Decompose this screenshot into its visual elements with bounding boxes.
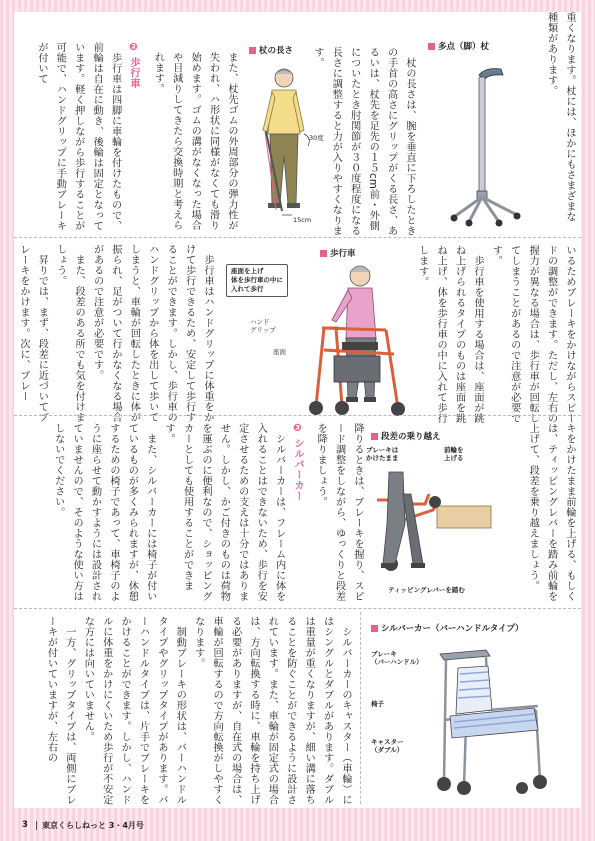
text-low2: 降りるときは、ブレーキを握り、スピード調整をしながら、ゆっくりと段差を降りましょう。 xyxy=(315,423,363,602)
publication-name xyxy=(42,820,144,831)
label-marker xyxy=(371,625,378,632)
label-step-over xyxy=(371,430,441,442)
footer-divider xyxy=(36,821,37,830)
heading-silver-car: ❸ シルバーカー xyxy=(292,423,303,502)
text-bot1: シルバーカーのキャスター（車輪）にはシングルとダブルがあります。ダブルは重量が重くなりますが、細い溝に落ちることを防ぐことができるように設計されています。また、車輪が固定式の場合は、方向転換する時に、車輪を持ち上げる必要がありますが、自在式の場合は、車輪が回転するので方向転換がしやすくなります。 制動ブレーキの形状は、バーハンドルタイプやグリップタイプがあります。バーハンドルタイプは、片手でブレーキをかけることができます。しかし、ハンドルに体重をかけにくいため歩行が不安定な方には向いていません。 一方、グリップタイプは、両側にブレーキが付いていますが、左右の xyxy=(45,616,351,805)
text-col2: 杖の長さは、腕を垂直に下ろしたときの手首の高さにグリップがくる長さ、あるいは、杖先を足先の１５cm前・外側についたとき肘関節が３０度程度になる長さに調整すると力が入りやすくなります。 xyxy=(311,47,415,236)
label-marker xyxy=(428,43,435,50)
seat-silver-label: 椅子 xyxy=(371,700,384,708)
tipping-lever-label: ティッピングレバーを踏む xyxy=(388,586,465,594)
label-silver-car xyxy=(371,622,523,634)
caster-line: （ダブル） xyxy=(371,746,404,754)
callout-line: 座面を上げ xyxy=(231,267,264,275)
multi-point-cane-illustration xyxy=(439,57,529,227)
angle-label: 30度 xyxy=(309,134,324,142)
page-number: 3 xyxy=(22,820,28,830)
seat-label: 座面 xyxy=(273,348,286,356)
heading-rollator: ❷ 歩行車 xyxy=(128,42,139,89)
row-separator xyxy=(14,415,581,416)
label-silver-car-text: シルバーカー（バーハンドルタイプ） xyxy=(381,624,524,634)
brake-line: （バーハンドル） xyxy=(371,658,423,666)
silver-car-illustration xyxy=(426,640,556,798)
hand-grip-line: ハンド xyxy=(250,318,270,326)
hand-grip-label xyxy=(250,318,276,334)
brake-label xyxy=(371,650,423,666)
callout-line: 入れて歩行 xyxy=(231,285,264,293)
text-col3: また、杖先ゴムの外周部分の弾力性が失われ、ハ形状に同様がなくても滑り始めます。ゴムの溝がなくなった場合や目減りしてきたら交換時期と考えられます。 xyxy=(152,52,237,231)
hand-grip-line: グリップ xyxy=(250,326,276,334)
label-multi-point-cane xyxy=(428,40,489,52)
elderly-man-with-cane-illustration xyxy=(246,64,326,224)
brake-applied-label xyxy=(366,446,399,462)
label-multi-point-cane-text: 多点（脚）杖 xyxy=(438,42,490,52)
label-step-over-text: 段差の乗り越え xyxy=(381,432,441,442)
label-marker xyxy=(320,250,327,257)
label-cane-length xyxy=(249,44,293,56)
brake-applied-line: かけたまま xyxy=(366,454,399,462)
column-separator xyxy=(360,612,361,804)
row-separator xyxy=(14,237,581,238)
text-mid2: 歩行車はハンドグリップに体重をかけて歩行できるため、安定して歩行することができます。しかし、歩行車のハンドグリップから体を出して歩いてしまうと、車輪が回転したときに体が振られ、足がついて行かなくなる場合があるので注意が必要です。 また、段差のある所でも気を付けましょう。 昇りでは、まず、段差に近づいてブレーキをかけます。次に、ブレー xyxy=(17,244,213,423)
label-rollator-text: 歩行車 xyxy=(330,249,356,259)
brake-line: ブレーキ xyxy=(371,650,397,658)
label-marker xyxy=(371,433,378,440)
woman-with-rollator-illustration xyxy=(302,258,410,420)
text-low3-body: シルバーカーは、フレーム内に体を入れることはできないため、歩行を安定させるための支えは十分ではありません。しかし、かご付きのものは荷物を運ぶのに便利なので、ショッピングカーとしても使用することができます。 また、シルバーカーには椅子が付いているものが多くみられますが、休憩するための椅子であって、車椅子のように座らせて動かすようには設計されていませんので、そのような使い方はしないでください。 xyxy=(52,423,285,602)
brake-applied-line: ブレーキは xyxy=(366,446,399,454)
step-over-illustration xyxy=(367,464,491,582)
text-col4-body: 歩行車は四脚に車輪を付けたもので、前輪は自在に動き、後輪は固定となっています。軽く押しながら歩行することが可能で、ハンドグリップに手動ブレーキが付いて xyxy=(35,42,121,231)
caster-line: キャスター xyxy=(371,738,404,746)
label-marker xyxy=(249,47,256,54)
distance-label: 15cm xyxy=(293,216,312,224)
row-separator xyxy=(14,608,581,609)
front-wheel-line: 上げる xyxy=(444,454,464,462)
rollator-callout xyxy=(226,264,288,297)
caster-label xyxy=(371,738,404,754)
footer xyxy=(0,808,595,841)
publication-title: 東京くらしねっと xyxy=(42,821,106,830)
front-wheel-line: 前輪を xyxy=(444,446,464,454)
text-low1: キをかけたまま前輪を上げる、もしくは、ティッピングレバーを踏み前輪を上げて、段差を乗り越えましょう。 xyxy=(527,423,575,602)
text-mid1: いるためブレーキをかけながらスピードの調整ができます。ただし、左右の握力が異なる場合は、歩行車が回転してしまうことがあるので注意が必要です。 歩行車を使用する場合は、座面が跳ね上げられるタイプのものは座面を跳ね上げ、体を歩行車の中に入れて歩行します。 xyxy=(416,245,575,424)
label-cane-length-text: 杖の長さ xyxy=(259,46,294,56)
page-body xyxy=(14,12,581,808)
front-wheel-label xyxy=(444,446,464,462)
text-col4 xyxy=(30,42,142,237)
callout-line: 体を歩行車の中に xyxy=(231,276,283,284)
issue-label: 3・4月号 xyxy=(108,821,144,830)
text-col1: 重くなります。杖には、ほかにもさまざまな種類があります。 xyxy=(545,12,575,222)
text-low3 xyxy=(30,423,306,603)
